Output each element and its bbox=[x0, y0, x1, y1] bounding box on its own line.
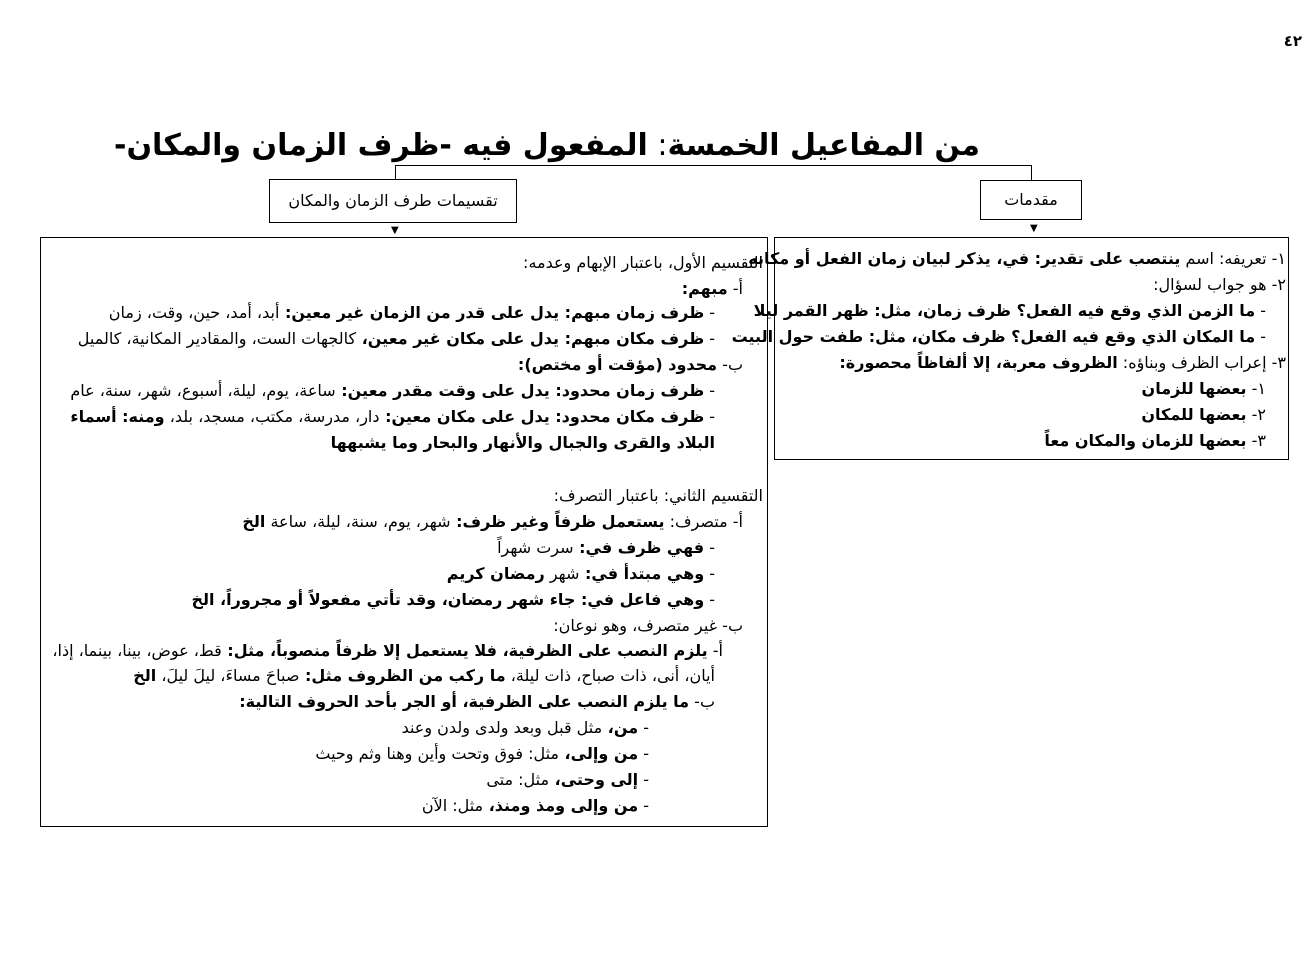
divisions-header-box: تقسيمات طرف الزمان والمكان bbox=[269, 179, 517, 223]
div2-line-6: ب- غير متصرف، وهو نوعان: bbox=[553, 616, 743, 635]
div1-line-5: ب- محدود (مؤقت أو مختص): bbox=[517, 355, 743, 374]
div1-line-2: أ- مبهم: bbox=[681, 279, 743, 298]
arrow-down-icon: ▼ bbox=[1030, 223, 1038, 234]
div1-line-6: - ظرف زمان محدود: يدل على وقت مقدر معين: ساعة، يوم، ليلة، أسبوع، شهر، سنة، عام bbox=[70, 381, 715, 400]
intro-line-5: ٣- إعراب الظرف وبناؤه: الظروف معربة، إلا ألفاظاً محصورة: bbox=[839, 353, 1286, 372]
page-title bbox=[114, 128, 980, 163]
title-part-1: من المفاعيل الخمسة bbox=[667, 128, 980, 163]
intro-header-box: مقدمات bbox=[980, 180, 1082, 220]
div2-line-8: أيان، أنى، ذات صباح، ذات ليلة، ما ركب من الظروف مثل: صباحَ مساءَ، ليلَ ليلَ، الخ bbox=[133, 666, 715, 685]
title-part-2: المفعول فيه -ظرف الزمان والمكان- bbox=[114, 128, 648, 163]
div1-line-4: - ظرف مكان مبهم: يدل على مكان غير معين، كالجهات الست، والمقادير المكانية، كالميل bbox=[77, 329, 715, 348]
div2-line-2: أ- متصرف: يستعمل ظرفاً وغير ظرف: شهر، يوم، سنة، ليلة، ساعة الخ bbox=[242, 512, 743, 531]
intro-line-6: ١- بعضها للزمان bbox=[1141, 379, 1266, 398]
connector-right-down bbox=[1031, 165, 1032, 180]
div2-line-1: التقسيم الثاني: باعتبار التصرف: bbox=[553, 486, 763, 505]
intro-line-2: ٢- هو جواب لسؤال: bbox=[1153, 275, 1286, 294]
connector-horizontal bbox=[395, 165, 1032, 166]
intro-line-4: - ما المكان الذي وقع فيه الفعل؟ ظرف مكان، مثل: طفت حول البيت bbox=[731, 327, 1266, 346]
div2-line-9: ب- ما يلزم النصب على الظرفية، أو الجر بأحد الحروف التالية: bbox=[239, 692, 715, 711]
div2-line-5: - وهي فاعل في: جاء شهر رمضان، وقد تأتي مفعولاً أو مجروراً، الخ bbox=[191, 590, 715, 609]
div2-line-13: - من وإلى ومذ ومنذ، مثل: الآن bbox=[421, 796, 649, 815]
connector-left-down bbox=[395, 165, 396, 179]
intro-line-7: ٢- بعضها للمكان bbox=[1141, 405, 1266, 424]
intro-line-8: ٣- بعضها للزمان والمكان معاً bbox=[1044, 431, 1266, 450]
div1-line-1: التقسيم الأول، باعتبار الإبهام وعدمه: bbox=[523, 253, 763, 272]
div2-line-12: - إلى وحتى، مثل: متى bbox=[486, 770, 649, 789]
page-number: ٤٢ bbox=[1283, 32, 1302, 50]
arrow-down-icon: ▼ bbox=[391, 225, 399, 236]
div1-line-7: - ظرف مكان محدود: يدل على مكان معين: دار، مدرسة، مكتب، مسجد، بلد، ومنه: أسماء bbox=[70, 407, 715, 426]
div2-line-4: - وهي مبتدأ في: شهر رمضان كريم bbox=[446, 564, 715, 583]
div2-line-7: أ- يلزم النصب على الظرفية، فلا يستعمل إلا ظرفاً منصوباً، مثل: قط، عوض، بينا، بينما، إذا، bbox=[52, 641, 723, 660]
div2-line-10: - من، مثل قبل وبعد ولدى ولدن وعند bbox=[401, 718, 649, 737]
intro-line-3: - ما الزمن الذي وقع فيه الفعل؟ ظرف زمان، مثل: ظهر القمر ليلا bbox=[753, 301, 1266, 320]
div2-line-11: - من وإلى، مثل: فوق وتحت وأين وهنا وثم وحيث bbox=[315, 744, 649, 763]
div1-line-8: البلاد والقرى والجبال والأنهار والبحار وما يشبهها bbox=[330, 433, 715, 452]
div1-line-3: - ظرف زمان مبهم: يدل على قدر من الزمان غير معين: أبد، أمد، حين، وقت، زمان bbox=[108, 303, 715, 322]
divisions-content-box bbox=[40, 237, 768, 827]
div2-line-3: - فهي ظرف في: سرت شهراً bbox=[497, 538, 715, 557]
intro-line-1: ١- تعريفه: اسم ينتصب على تقدير: في، يذكر لبيان زمان الفعل أو مكانه bbox=[748, 249, 1286, 268]
intro-content-box bbox=[731, 237, 1289, 460]
title-colon: : bbox=[647, 128, 668, 163]
